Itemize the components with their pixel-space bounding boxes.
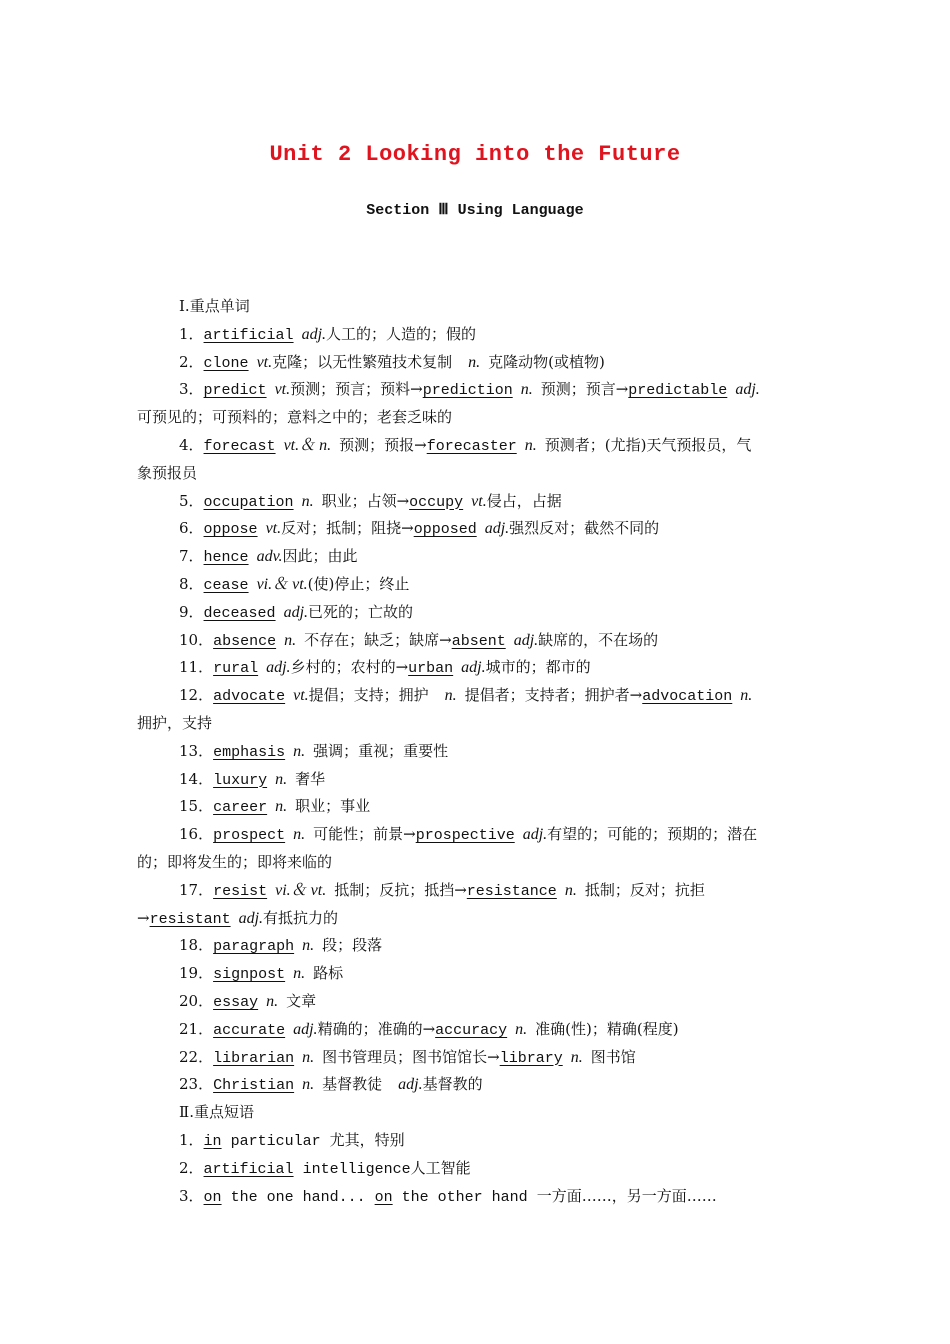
word-item-5: 5．occupation n. 职业；占领→occupy vt.侵占，占据 [179,491,562,511]
word-item-19: 19．signpost n. 路标 [179,964,344,984]
answer-word: artificial [203,326,294,344]
word-item-1: 1．artificial adj.人工的；人造的；假的 [179,324,477,344]
word-item-14: 14．luxury n. 奢华 [179,769,326,789]
derived-word: occupy [409,493,464,511]
answer-word: predict [203,382,267,400]
answer-word: luxury [213,771,268,789]
word-item-8: 8．cease vi.＆ vt.(使)停止；终止 [179,574,410,594]
answer-word: prospect [213,827,286,845]
answer-word: career [213,799,268,817]
phrase-item-1: 1．in particular 尤其，特别 [179,1130,405,1150]
word-item-18: 18．paragraph n. 段；段落 [179,936,383,956]
word-item-23: 23．Christian n. 基督教徒 adj.基督教的 [179,1075,483,1095]
derived-word: predictable [628,382,728,400]
derived-word: library [499,1049,563,1067]
answer-word: paragraph [213,938,295,956]
answer-word: on [203,1188,222,1206]
answer-word: librarian [213,1049,295,1067]
answer-word: hence [203,549,249,567]
phrase-item-3: 3．on the one hand... on the other hand 一方面……，另一方面…… [179,1186,717,1206]
answer-word: signpost [213,966,286,984]
phrase-item-2: 2．artificial intelligence人工智能 [179,1158,471,1178]
word-item-12: 12．advocate vt.提倡；支持；拥护 n. 提倡者；支持者；拥护者→advocation n. [179,686,753,706]
word-item-17-continued: →resistant adj.有抵抗力的 [137,908,339,928]
vocabulary-list [137,293,817,1210]
derived-word: prediction [422,382,513,400]
answer-word: clone [203,354,249,372]
word-item-12-continued: 拥护，支持 [137,713,213,732]
answer-word: cease [203,576,249,594]
answer-word: oppose [203,521,258,539]
word-item-22: 22．librarian n. 图书管理员；图书馆馆长→library n. 图书馆 [179,1047,636,1067]
answer-word: artificial [203,1160,294,1178]
derived-word: advocation [642,688,733,706]
derived-word: resistance [466,882,557,900]
word-item-16: 16．prospect n. 可能性；前景→prospective adj.有望的；可能的；预期的；潜在 [179,825,758,845]
answer-word: forecast [203,437,276,455]
answer-word: on [374,1188,393,1206]
phrases-heading: Ⅱ.重点短语 [179,1103,254,1122]
word-item-3: 3．predict vt.预测；预言；预料→prediction n. 预测；预言→predictable adj. [179,380,760,400]
derived-word: opposed [413,521,477,539]
word-item-4-continued: 象预报员 [137,463,198,482]
derived-word: urban [408,660,454,678]
answer-word: advocate [213,688,286,706]
answer-word: Christian [213,1077,295,1095]
word-item-15: 15．career n. 职业；事业 [179,797,371,817]
word-item-10: 10．absence n. 不存在；缺乏；缺席→absent adj.缺席的，不在场的 [179,630,659,650]
section-subtitle: Section Ⅲ Using Language [366,202,584,219]
word-item-4: 4．forecast vt.＆ n. 预测；预报→forecaster n. 预测者；(尤指)天气预报员，气 [179,435,752,455]
answer-word: accurate [213,1021,286,1039]
word-item-16-continued: 的；即将发生的；即将来临的 [137,852,333,871]
answer-word: deceased [203,604,276,622]
word-item-6: 6．oppose vt.反对；抵制；阻挠→opposed adj.强烈反对；截然不同的 [179,519,660,539]
word-item-7: 7．hence adv.因此；由此 [179,547,358,567]
word-item-11: 11．rural adj.乡村的；农村的→urban adj.城市的；都市的 [179,658,591,678]
answer-word: resist [213,882,268,900]
answer-word: emphasis [213,743,286,761]
answer-word: in [203,1132,222,1150]
derived-word: accuracy [435,1021,508,1039]
words-heading: Ⅰ.重点单词 [179,297,250,315]
word-item-9: 9．deceased adj.已死的；亡故的 [179,602,414,622]
word-item-17: 17．resist vi.＆ vt. 抵制；反抗；抵挡→resistance n. 抵制；反对；抗拒 [179,880,705,900]
answer-word: rural [213,660,259,678]
word-item-20: 20．essay n. 文章 [179,991,317,1011]
word-item-3-continued: 可预见的；可预料的；意料之中的；老套乏味的 [137,408,453,427]
word-item-2: 2．clone vt.克隆；以无性繁殖技术复制 n. 克隆动物(或植物) [179,352,605,372]
answer-word: occupation [203,493,294,511]
derived-word: resistant [149,910,231,928]
derived-word: absent [451,632,506,650]
word-item-13: 13．emphasis n. 强调；重视；重要性 [179,741,449,761]
word-item-21: 21．accurate adj.精确的；准确的→accuracy n. 准确(性)；精确(程度) [179,1019,679,1039]
answer-word: essay [213,993,259,1011]
derived-word: prospective [415,827,515,845]
answer-word: absence [213,632,277,650]
page-title: Unit 2 Looking into the Future [269,142,681,167]
derived-word: forecaster [426,437,517,455]
